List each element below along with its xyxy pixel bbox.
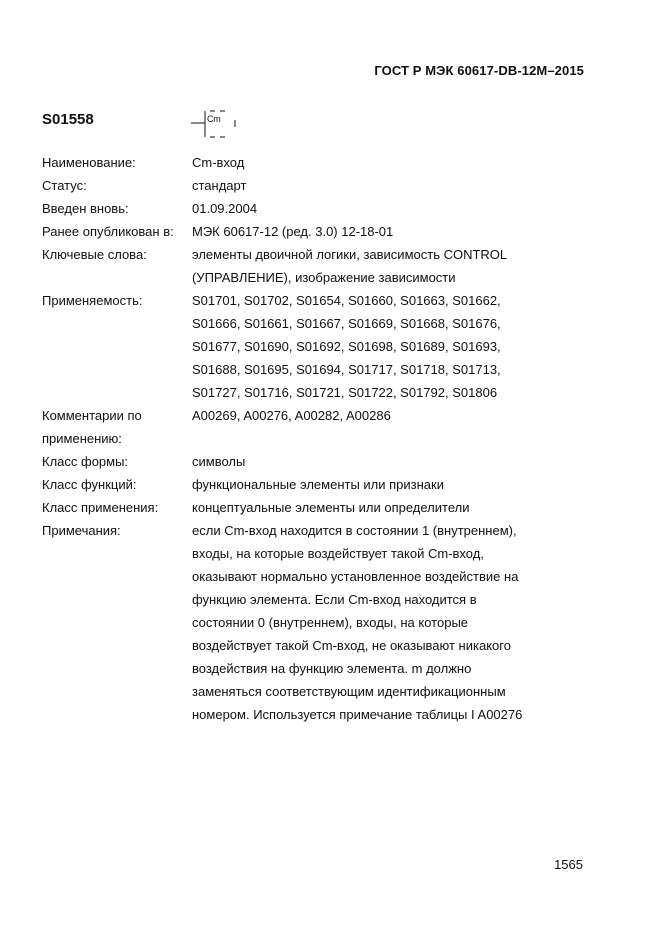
attribute-value-line: номером. Используется примечание таблицы I A00276 — [192, 707, 523, 722]
attribute-value-line: S01677, S01690, S01692, S01698, S01689, S01693, — [192, 339, 501, 354]
page-header — [374, 63, 584, 78]
attribute-value-line: концептуальные элементы или определители — [192, 500, 470, 515]
attribute-value-line: оказывают нормально установленное воздействие на — [192, 569, 519, 584]
attribute-label — [42, 197, 192, 220]
attribute-value-line: S01666, S01661, S01667, S01669, S01668, S01676, — [192, 316, 501, 331]
attribute-row — [42, 151, 602, 174]
attribute-value-line: МЭК 60617-12 (ред. 3.0) 12-18-01 — [192, 224, 394, 239]
attribute-value-line: входы, на которые воздействует такой Cm-вход, — [192, 546, 484, 561]
attribute-value — [192, 496, 602, 519]
attribute-value-line: символы — [192, 454, 246, 469]
attribute-value — [192, 220, 602, 243]
attribute-label-line: Класс формы: — [42, 454, 129, 469]
standard-title: ГОСТ Р МЭК 60617-DB-12M–2015 — [374, 63, 584, 78]
attribute-label-line: Комментарии по — [42, 408, 142, 423]
attribute-value-line: функциональные элементы или признаки — [192, 477, 444, 492]
attribute-row — [42, 289, 602, 404]
cm-input-symbol — [191, 107, 243, 139]
attribute-value-line: A00269, A00276, A00282, A00286 — [192, 408, 391, 423]
attribute-value-line: если Cm-вход находится в состоянии 1 (внутреннем), — [192, 523, 517, 538]
attribute-value-line: элементы двоичной логики, зависимость CONTROL — [192, 247, 508, 262]
attribute-label — [42, 450, 192, 473]
attribute-label-line: применению: — [42, 431, 122, 446]
attribute-label — [42, 174, 192, 197]
attribute-value — [192, 243, 602, 289]
symbol-label: Cm — [207, 114, 221, 124]
attribute-label-line: Класс применения: — [42, 500, 159, 515]
attribute-row — [42, 496, 602, 519]
attribute-row — [42, 197, 602, 220]
attribute-value-line: воздействия на функцию элемента. m должно — [192, 661, 472, 676]
attribute-value — [192, 151, 602, 174]
attribute-label-line: Статус: — [42, 178, 87, 193]
attribute-value-line: заменяться соответствующим идентификационным — [192, 684, 506, 699]
attribute-label-line: Примечания: — [42, 523, 121, 538]
attribute-label — [42, 496, 192, 519]
attribute-label — [42, 289, 192, 404]
attribute-value — [192, 404, 602, 450]
attribute-row — [42, 450, 602, 473]
attribute-label — [42, 220, 192, 243]
attribute-value-line: функцию элемента. Если Cm-вход находится в — [192, 592, 477, 607]
attribute-row — [42, 473, 602, 496]
page-number: 1565 — [554, 857, 583, 872]
attribute-table — [42, 151, 602, 726]
symbol-code: S01558 — [42, 111, 94, 128]
attribute-value — [192, 519, 602, 726]
attribute-value — [192, 473, 602, 496]
attribute-row — [42, 174, 602, 197]
attribute-value-line: состоянии 0 (внутреннем), входы, на которые — [192, 615, 469, 630]
attribute-value-line: S01701, S01702, S01654, S01660, S01663, S01662, — [192, 293, 501, 308]
attribute-row — [42, 404, 602, 450]
attribute-label — [42, 473, 192, 496]
attribute-row — [42, 519, 602, 726]
attribute-value — [192, 450, 602, 473]
attribute-label — [42, 151, 192, 174]
attribute-value-line: 01.09.2004 — [192, 201, 258, 216]
attribute-label-line: Введен вновь: — [42, 201, 129, 216]
attribute-value-line: стандарт — [192, 178, 247, 193]
attribute-label — [42, 519, 192, 726]
attribute-row — [42, 243, 602, 289]
attribute-label-line: Применяемость: — [42, 293, 143, 308]
attribute-row — [42, 220, 602, 243]
attribute-value-line: S01727, S01716, S01721, S01722, S01792, S01806 — [192, 385, 498, 400]
attribute-label — [42, 243, 192, 289]
attribute-value-line: воздействует такой Cm-вход, не оказывают никакого — [192, 638, 511, 653]
attribute-value — [192, 174, 602, 197]
attribute-label-line: Ключевые слова: — [42, 247, 147, 262]
attribute-value-line: S01688, S01695, S01694, S01717, S01718, S01713, — [192, 362, 501, 377]
attribute-value-line: (УПРАВЛЕНИЕ), изображение зависимости — [192, 270, 456, 285]
attribute-label — [42, 404, 192, 450]
attribute-value — [192, 197, 602, 220]
attribute-value — [192, 289, 602, 404]
attribute-label-line: Класс функций: — [42, 477, 137, 492]
attribute-value-line: Cm-вход — [192, 155, 245, 170]
attribute-label-line: Ранее опубликован в: — [42, 224, 174, 239]
attribute-label-line: Наименование: — [42, 155, 136, 170]
